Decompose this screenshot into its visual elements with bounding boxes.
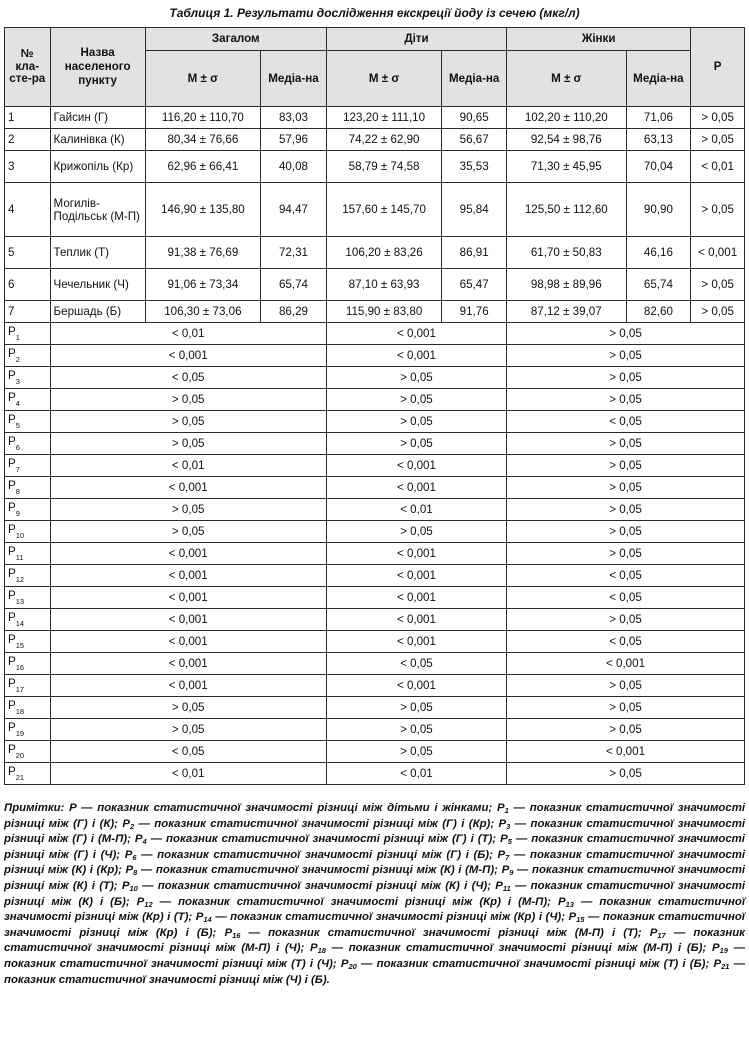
- p-label: $P_{20}$: [5, 741, 51, 763]
- p-women: > 0,05: [507, 455, 745, 477]
- p-label-index: 13: [15, 597, 25, 606]
- p-label: $P_{14}$: [5, 609, 51, 631]
- cluster-number: 4: [5, 183, 51, 237]
- p-label: $P_8$: [5, 477, 51, 499]
- p-row: [5, 323, 745, 345]
- p-label-index: 6: [15, 443, 20, 452]
- header-cluster-number: № кла-сте-ра: [5, 28, 51, 107]
- p-label: $P_{11}$: [5, 543, 51, 565]
- p-row: [5, 741, 745, 763]
- p-label-index: 11: [15, 553, 24, 562]
- p-row: [5, 433, 745, 455]
- p-label: $P_3$: [5, 367, 51, 389]
- header-women-median: Медіа-на: [626, 51, 691, 107]
- p-label-index: 1: [15, 333, 20, 342]
- total-median: 65,74: [261, 269, 327, 301]
- settlement-name: Крижопіль (Кр): [50, 151, 145, 183]
- settlement-name: Калинівка (К): [50, 129, 145, 151]
- p-label: $P_9$: [5, 499, 51, 521]
- p-label-index: 3: [15, 377, 20, 386]
- p-label: $P_{21}$: [5, 763, 51, 785]
- note-index: 12: [144, 899, 153, 909]
- table-row: [5, 151, 745, 183]
- women-mean: 71,30 ± 45,95: [507, 151, 626, 183]
- note-pair: (М-П) і (Б): [643, 942, 703, 955]
- p-children: < 0,001: [326, 675, 506, 697]
- note-text: — показник статистичної значимості різниці між: [4, 817, 745, 846]
- p-row: [5, 455, 745, 477]
- p-row: [5, 675, 745, 697]
- p-label-index: 9: [15, 509, 20, 518]
- p-value-rows: [5, 323, 745, 785]
- p-children: > 0,05: [326, 521, 506, 543]
- table-row: [5, 237, 745, 269]
- p-children: > 0,05: [326, 697, 506, 719]
- header-children-median: Медіа-на: [442, 51, 507, 107]
- note-pair: (Т) і (Ч): [291, 957, 333, 970]
- women-median: 46,16: [626, 237, 691, 269]
- p-total: < 0,01: [50, 763, 326, 785]
- settlement-name: Гайсин (Г): [50, 107, 145, 129]
- p-label-index: 4: [15, 399, 20, 408]
- note-pair: (Кр) і (М-П): [479, 895, 548, 908]
- p-label: $P_{15}$: [5, 631, 51, 653]
- note-pair: (Г) і (Кр): [442, 817, 491, 830]
- p-women: > 0,05: [507, 433, 745, 455]
- p-row: [5, 719, 745, 741]
- p-row: [5, 345, 745, 367]
- p-label-index: 21: [15, 773, 25, 782]
- note-index: 17: [657, 930, 666, 940]
- p-total: < 0,001: [50, 675, 326, 697]
- cluster-number: 5: [5, 237, 51, 269]
- p-value: > 0,05: [691, 129, 745, 151]
- p-children: < 0,001: [326, 477, 506, 499]
- women-median: 63,13: [626, 129, 691, 151]
- header-group-children: Діти: [326, 28, 506, 51]
- p-row: [5, 609, 745, 631]
- p-row: [5, 389, 745, 411]
- p-row: [5, 477, 745, 499]
- p-label-index: 12: [15, 575, 25, 584]
- p-children: > 0,05: [326, 411, 506, 433]
- p-children: < 0,001: [326, 587, 506, 609]
- women-mean: 92,54 ± 98,76: [507, 129, 626, 151]
- table-row: [5, 129, 745, 151]
- note-text: — показник статистичної значимості різниці між: [159, 895, 473, 908]
- note-index: 16: [232, 930, 241, 940]
- header-children-mean: M ± σ: [326, 51, 441, 107]
- children-median: 91,76: [442, 301, 507, 323]
- note-pair: (Кр) і (Т): [142, 911, 189, 924]
- p-children: < 0,001: [326, 565, 506, 587]
- p-women: > 0,05: [507, 521, 745, 543]
- p-women: < 0,05: [507, 587, 745, 609]
- p-label: $P_6$: [5, 433, 51, 455]
- p-label-index: 18: [15, 707, 25, 716]
- cluster-number: 6: [5, 269, 51, 301]
- p-women: > 0,05: [507, 543, 745, 565]
- p-women: < 0,05: [507, 565, 745, 587]
- header-women-mean: M ± σ: [507, 51, 626, 107]
- note-pair: (Кр) і (Ч): [513, 911, 562, 924]
- note-text: — показник статистичної значимості різниці між: [141, 848, 442, 861]
- p-women: > 0,05: [507, 697, 745, 719]
- p-row: [5, 587, 745, 609]
- p-total: > 0,05: [50, 433, 326, 455]
- women-median: 65,74: [626, 269, 691, 301]
- note-index: 20: [348, 961, 357, 971]
- children-median: 56,67: [442, 129, 507, 151]
- p-total: > 0,05: [50, 719, 326, 741]
- p-children: < 0,001: [326, 345, 506, 367]
- note-pair: (Кр) і (Б): [155, 926, 213, 939]
- note-pair: (К) і (М-П): [440, 864, 495, 877]
- p-women: > 0,05: [507, 719, 745, 741]
- results-table: [4, 27, 745, 785]
- p-total: < 0,001: [50, 631, 326, 653]
- p-label-index: 7: [15, 465, 20, 474]
- p-label: $P_2$: [5, 345, 51, 367]
- children-mean: 106,20 ± 83,26: [326, 237, 441, 269]
- total-mean: 106,30 ± 73,06: [145, 301, 260, 323]
- children-mean: 74,22 ± 62,90: [326, 129, 441, 151]
- p-women: > 0,05: [507, 499, 745, 521]
- note-pair: (Г) і (Ч): [73, 848, 117, 861]
- p-children: < 0,05: [326, 653, 506, 675]
- cluster-rows: [5, 107, 745, 323]
- women-mean: 125,50 ± 112,60: [507, 183, 626, 237]
- total-mean: 80,34 ± 76,66: [145, 129, 260, 151]
- women-median: 82,60: [626, 301, 691, 323]
- settlement-name: Теплик (Т): [50, 237, 145, 269]
- note-pair: (Г) і (М-П): [72, 833, 128, 846]
- p-women: > 0,05: [507, 763, 745, 785]
- p-total: > 0,05: [50, 389, 326, 411]
- p-children: < 0,001: [326, 543, 506, 565]
- note-text: — показник статистичної значимості різниці між: [4, 879, 745, 908]
- p-label-index: 5: [15, 421, 20, 430]
- total-median: 94,47: [261, 183, 327, 237]
- note-text: — показник статистичної значимості різниці між: [215, 911, 511, 924]
- p-row: [5, 565, 745, 587]
- p-label: $P_{18}$: [5, 697, 51, 719]
- p-total: < 0,001: [50, 609, 326, 631]
- p-children: < 0,01: [326, 763, 506, 785]
- children-mean: 115,90 ± 83,80: [326, 301, 441, 323]
- p-children: > 0,05: [326, 741, 506, 763]
- note-text: — показник статистичної значимості різниці між: [4, 911, 745, 939]
- table-notes: Примітки: P — показник статистичної значимості різниці між дітьми і жінками; $P_1$ — показник статистичної значимості різниці між (Г) і (К); $P_2$ — показник статистичної значимості різниці між (Г) і (Кр); $P_3$ — показник статистичної значимості різниці між (Г) і (М-П); $P_4$ — показник статистичної значимості різниці між (Г) і (Т); $P_5$ — показник статистичної значимості різниці між (Г) і (Ч); $P_6$ — показник статистичної значимості різниці між (Г) і (Б); $P_7$ — показник статистичної значимості різниці між (К) і (Кр); $P_8$ — показник статистичної значимості різниці між (К) і (М-П); $P_9$ — показник статистичної значимості різниці між (К) і (Т); $P_{10}$ — показник статистичної значимості різниці між (К) і (Ч); $P_{11}$ — показник статистичної значимості різниці між (К) і (Б); $P_{12}$ — показник статистичної значимості різниці між (Кр) і (М-П); $P_{13}$ — показник статистичної значимості різниці між (Кр) і (Т); $P_{14}$ — показник статистичної значимості різниці між (Кр) і (Ч); $P_{15}$ — показник статистичної значимості різниці між (Кр) і (Б); $P_{16}$ — показник статистичної значимості різниці між (М-П) і (Т); $P_{17}$ — показник статистичної значимості різниці між (М-П) і (Ч); $P_{18}$ — показник статистичної значимості різниці між (М-П) і (Б); $P_{19}$ — показник статистичної значимості різниці між (Т) і (Ч); $P_{20}$ — показник статистичної значимості різниці між (Т) і (Б); $P_{21}$ — показник статистичної значимості різниці між (Ч) і (Б).: [4, 802, 746, 986]
- p-label: $P_{19}$: [5, 719, 51, 741]
- total-mean: 146,90 ± 135,80: [145, 183, 260, 237]
- children-mean: 58,79 ± 74,58: [326, 151, 441, 183]
- total-median: 40,08: [261, 151, 327, 183]
- total-mean: 91,06 ± 73,34: [145, 269, 260, 301]
- p-children: < 0,001: [326, 455, 506, 477]
- table-header: [5, 28, 745, 107]
- p-row: [5, 543, 745, 565]
- total-median: 57,96: [261, 129, 327, 151]
- p-label-index: 8: [15, 487, 20, 496]
- p-total: < 0,001: [50, 543, 326, 565]
- p-total: < 0,001: [50, 587, 326, 609]
- table-row: [5, 269, 745, 301]
- cluster-number: 7: [5, 301, 51, 323]
- note-pair: (К) і (Ч): [445, 879, 488, 892]
- p-row: [5, 499, 745, 521]
- total-mean: 91,38 ± 76,69: [145, 237, 260, 269]
- note-index: 21: [721, 961, 730, 971]
- header-total-median: Медіа-на: [261, 51, 327, 107]
- p-women: < 0,05: [507, 411, 745, 433]
- p-total: > 0,05: [50, 411, 326, 433]
- p-total: < 0,001: [50, 565, 326, 587]
- p-label: $P_{12}$: [5, 565, 51, 587]
- note-index: 14: [203, 915, 212, 925]
- note-text: — показник статистичної значимості різниці між: [4, 957, 746, 986]
- table-row: [5, 301, 745, 323]
- children-median: 95,84: [442, 183, 507, 237]
- note-index: 15: [576, 915, 585, 925]
- p-row: [5, 763, 745, 785]
- children-mean: 157,60 ± 145,70: [326, 183, 441, 237]
- children-median: 35,53: [442, 151, 507, 183]
- p-row: [5, 697, 745, 719]
- p-children: < 0,01: [326, 499, 506, 521]
- p-label: $P_{13}$: [5, 587, 51, 609]
- cluster-number: 3: [5, 151, 51, 183]
- p-row: [5, 631, 745, 653]
- women-mean: 102,20 ± 110,20: [507, 107, 626, 129]
- p-value: > 0,05: [691, 183, 745, 237]
- p-label-index: 16: [15, 663, 25, 672]
- p-label-index: 17: [15, 685, 25, 694]
- note-pair: (М-П) і (Ч): [241, 942, 301, 955]
- p-label: $P_7$: [5, 455, 51, 477]
- p-total: < 0,01: [50, 455, 326, 477]
- p-label-index: 14: [15, 619, 25, 628]
- p-label: $P_1$: [5, 323, 51, 345]
- p-women: > 0,05: [507, 609, 745, 631]
- note-text: — показник статистичної значимості різниці між: [361, 957, 660, 970]
- header-group-total: Загалом: [145, 28, 326, 51]
- note-text: — показник статистичної значимості різниці між: [4, 864, 745, 892]
- note-pair: (Ч) і (Б): [285, 973, 327, 986]
- note-pair: (Г) і (Б): [446, 848, 490, 861]
- p-children: < 0,001: [326, 631, 506, 653]
- p-children: > 0,05: [326, 389, 506, 411]
- settlement-name: Могилів-Подільськ (М-П): [50, 183, 145, 237]
- p-children: > 0,05: [326, 367, 506, 389]
- p-value: < 0,001: [691, 237, 745, 269]
- cluster-number: 2: [5, 129, 51, 151]
- cluster-number: 1: [5, 107, 51, 129]
- note-pair: (М-П) і (Т): [574, 926, 638, 939]
- p-women: > 0,05: [507, 367, 745, 389]
- note-index: 7: [505, 852, 510, 862]
- table-row: [5, 107, 745, 129]
- p-value: > 0,05: [691, 301, 745, 323]
- note-index: 6: [132, 852, 137, 862]
- note-pair: (Г) і (К): [73, 817, 115, 830]
- table-row: [5, 183, 745, 237]
- p-total: < 0,001: [50, 477, 326, 499]
- notes-p-text: P — показник статистичної значимості різниці між дітьми і жінками;: [69, 802, 493, 814]
- p-label-index: 15: [15, 641, 25, 650]
- p-women: > 0,05: [507, 477, 745, 499]
- women-median: 70,04: [626, 151, 691, 183]
- note-index: 13: [565, 899, 574, 909]
- p-label-index: 10: [15, 531, 25, 540]
- p-children: > 0,05: [326, 719, 506, 741]
- p-row: [5, 367, 745, 389]
- p-women: < 0,001: [507, 653, 745, 675]
- p-label-index: 20: [15, 751, 25, 760]
- note-index: 11: [502, 883, 511, 893]
- note-text: — показник статистичної значимості різниці між: [4, 895, 745, 924]
- note-index: 5: [507, 837, 512, 847]
- p-children: < 0,001: [326, 609, 506, 631]
- p-women: > 0,05: [507, 323, 745, 345]
- children-median: 86,91: [442, 237, 507, 269]
- p-value: > 0,05: [691, 107, 745, 129]
- note-pair: (Т) і (Б): [663, 957, 706, 970]
- settlement-name: Чечельник (Ч): [50, 269, 145, 301]
- p-women: > 0,05: [507, 345, 745, 367]
- p-total: > 0,05: [50, 697, 326, 719]
- header-group-women: Жінки: [507, 28, 691, 51]
- note-index: 3: [506, 821, 511, 831]
- note-text: — показник статистичної значимості різниці між: [248, 926, 567, 939]
- note-index: 1: [504, 806, 509, 815]
- p-label-index: 19: [15, 729, 25, 738]
- p-total: > 0,05: [50, 499, 326, 521]
- p-total: > 0,05: [50, 521, 326, 543]
- p-row: [5, 653, 745, 675]
- p-label: $P_4$: [5, 389, 51, 411]
- notes-prefix: Примітки:: [4, 802, 65, 814]
- total-mean: 62,96 ± 66,41: [145, 151, 260, 183]
- total-median: 86,29: [261, 301, 327, 323]
- note-text: — показник статистичної значимості різниці між: [4, 802, 746, 830]
- note-text: — показник статистичної значимості різниці між: [138, 817, 438, 830]
- p-women: < 0,001: [507, 741, 745, 763]
- note-index: 19: [719, 946, 728, 956]
- note-index: 4: [142, 837, 147, 847]
- note-index: 2: [129, 821, 135, 831]
- header-settlement-name: Назва населеного пункту: [50, 28, 145, 107]
- note-pair: (К) і (Б): [78, 895, 126, 908]
- note-index: 18: [317, 946, 326, 956]
- p-total: < 0,001: [50, 345, 326, 367]
- p-total: < 0,05: [50, 741, 326, 763]
- p-value: < 0,01: [691, 151, 745, 183]
- p-total: < 0,05: [50, 367, 326, 389]
- note-text: — показник статистичної значимості різниці між: [4, 926, 745, 955]
- note-pair: (К) і (Т): [72, 879, 114, 892]
- p-row: [5, 411, 745, 433]
- women-mean: 98,98 ± 89,96: [507, 269, 626, 301]
- note-text: — показник статистичної значимості різниці між: [331, 942, 638, 955]
- p-value: > 0,05: [691, 269, 745, 301]
- children-mean: 123,20 ± 111,10: [326, 107, 441, 129]
- note-text: — показник статистичної значимості різниці між: [4, 942, 745, 970]
- note-pair: (Г) і (Т): [452, 833, 493, 846]
- note-index: 8: [133, 868, 138, 878]
- header-total-mean: M ± σ: [145, 51, 260, 107]
- settlement-name: Бершадь (Б): [50, 301, 145, 323]
- p-children: < 0,001: [326, 323, 506, 345]
- note-text: — показник статистичної значимості різниці між: [142, 879, 441, 892]
- table-caption: Таблиця 1. Результати дослідження екскреції йоду із сечею (мкг/л): [169, 6, 580, 20]
- p-total: < 0,01: [50, 323, 326, 345]
- p-label: $P_{10}$: [5, 521, 51, 543]
- women-median: 90,90: [626, 183, 691, 237]
- p-women: > 0,05: [507, 675, 745, 697]
- header-p: P: [691, 28, 745, 107]
- p-total: < 0,001: [50, 653, 326, 675]
- total-mean: 116,20 ± 110,70: [145, 107, 260, 129]
- note-index: 9: [509, 868, 514, 878]
- women-mean: 61,70 ± 50,83: [507, 237, 626, 269]
- children-median: 90,65: [442, 107, 507, 129]
- p-label: $P_{17}$: [5, 675, 51, 697]
- p-label: $P_{16}$: [5, 653, 51, 675]
- p-women: < 0,05: [507, 631, 745, 653]
- note-text: — показник статистичної значимості різниці між: [4, 833, 745, 861]
- total-median: 83,03: [261, 107, 327, 129]
- note-text: — показник статистичної значимості різниці між: [140, 864, 437, 877]
- note-text: — показник статистичної значимості різниці між: [150, 833, 449, 846]
- p-children: > 0,05: [326, 433, 506, 455]
- total-median: 72,31: [261, 237, 327, 269]
- p-row: [5, 521, 745, 543]
- note-index: 10: [129, 883, 138, 893]
- note-text: — показник статистичної значимості різниці між: [4, 848, 746, 877]
- children-median: 65,47: [442, 269, 507, 301]
- p-label: $P_5$: [5, 411, 51, 433]
- p-women: > 0,05: [507, 389, 745, 411]
- children-mean: 87,10 ± 63,93: [326, 269, 441, 301]
- note-pair: (К) і (Кр): [71, 864, 119, 877]
- women-mean: 87,12 ± 39,07: [507, 301, 626, 323]
- p-label-index: 2: [15, 355, 20, 364]
- women-median: 71,06: [626, 107, 691, 129]
